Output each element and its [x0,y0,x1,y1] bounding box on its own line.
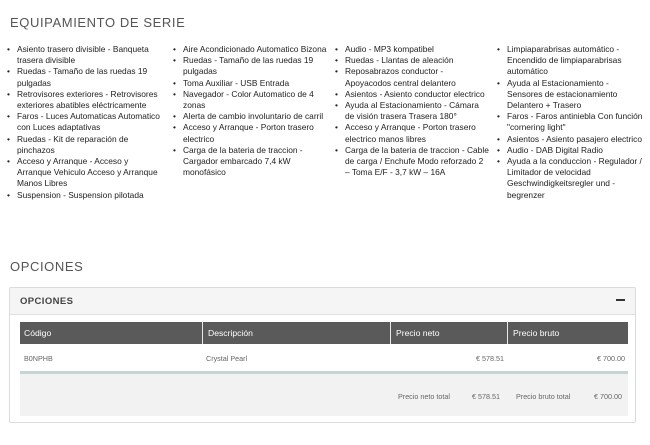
feature-item: • Reposabrazos conductor - Apoyacodos central delantero [334,66,490,88]
feature-item: • Ruedas - Tamaño de las ruedas 19 pulgadas [172,55,330,77]
feature-item: • Asientos - Asiento conductor electrico [334,89,490,100]
option-description: Crystal Pearl [206,354,248,363]
collapse-minus-icon[interactable] [616,299,625,301]
options-table [20,322,628,416]
feature-item: • Ruedas - Llantas de aleación [334,55,490,66]
feature-item: • Ruedas - Kit de reparación de pinchazos [6,134,164,156]
feature-item: • Carga de la bateria de traccion - Cable de carga / Enchufe Modo reforzado 2 – Toma E/F - 3,7 kW – 16A [334,145,490,179]
feature-item: • Acceso y Arranque - Porton trasero electrico manos libres [334,122,490,144]
net-total-label: Precio neto total [398,392,450,401]
feature-item: • Faros - Luces Automaticas Automatico con Luces adaptativas [6,111,164,133]
feature-item: • Carga de la bateria de traccion - Cargador embarcado 7,4 kW monofásico [172,145,330,179]
options-panel-title: OPCIONES [20,296,74,307]
standard-equipment-title: EQUIPAMIENTO DE SERIE [10,15,186,30]
column-header-net-price[interactable]: Precio neto [396,328,440,338]
column-divider [390,322,391,344]
feature-item: • Audio - MP3 kompatibel [334,44,490,55]
feature-column-1 [6,44,164,201]
column-header-description[interactable]: Descripción [208,328,253,338]
feature-item: • Aire Acondicionado Automatico Bizona [172,44,330,55]
feature-item: • Navegador - Color Automatico de 4 zonas [172,89,330,111]
feature-column-4 [496,44,646,201]
feature-item: • Limpiaparabrisas automático - Encendido de limpiaparabrisas automático [496,44,646,78]
feature-item: • Asiento trasero divisible - Banqueta trasera divisible [6,44,164,66]
table-row [20,344,628,374]
feature-item: • Retrovisores exteriores - Retrovisores exteriores abatibles eléctricamente [6,89,164,111]
standard-equipment-list [6,44,646,244]
feature-item: • Ayuda al Estacionamiento - Sensores de estacionamiento Delantero + Trasero [496,78,646,112]
feature-item: • Acceso y Arranque - Porton trasero electrico [172,122,330,144]
options-panel-header[interactable] [10,288,635,315]
column-header-gross-price[interactable]: Precio bruto [513,328,560,338]
feature-item: • Acceso y Arranque - Acceso y Arranque Vehiculo Acceso y Arranque Manos Libres [6,156,164,190]
feature-item: • Ayuda al Estacionamiento - Cámara de visión trasera Trasera 180° [334,100,490,122]
feature-item: • Alerta de cambio involuntario de carril [172,111,330,122]
column-header-code[interactable]: Código [24,328,52,338]
net-total-value: € 578.51 [472,392,500,401]
options-section-title: OPCIONES [10,259,84,274]
feature-item: • Audio - DAB Digital Radio [496,145,646,156]
option-code: B0NPHB [24,354,53,363]
column-divider [507,322,508,344]
options-panel [9,287,636,423]
gross-total-label: Precio bruto total [516,392,571,401]
option-gross-price: € 700.00 [597,354,625,363]
feature-item: • Ruedas - Tamaño de las ruedas 19 pulgadas [6,66,164,88]
column-divider [202,322,203,344]
feature-item: • Toma Auxiliar - USB Entrada [172,78,330,89]
option-net-price: € 578.51 [476,354,504,363]
table-header [20,322,628,344]
feature-item: • Faros - Faros antiniebla Con función "cornering light" [496,111,646,133]
feature-item: • Asientos - Asiento pasajero electrico [496,134,646,145]
feature-column-3 [334,44,490,178]
feature-item: • Suspension - Suspension pilotada [6,190,164,201]
feature-item: • Ayuda a la conduccion - Regulador / Limitador de velocidad Geschwindigkeitsregler und - begrenzer [496,156,646,201]
table-totals [20,374,628,416]
gross-total-value: € 700.00 [594,392,622,401]
feature-column-2 [172,44,330,178]
